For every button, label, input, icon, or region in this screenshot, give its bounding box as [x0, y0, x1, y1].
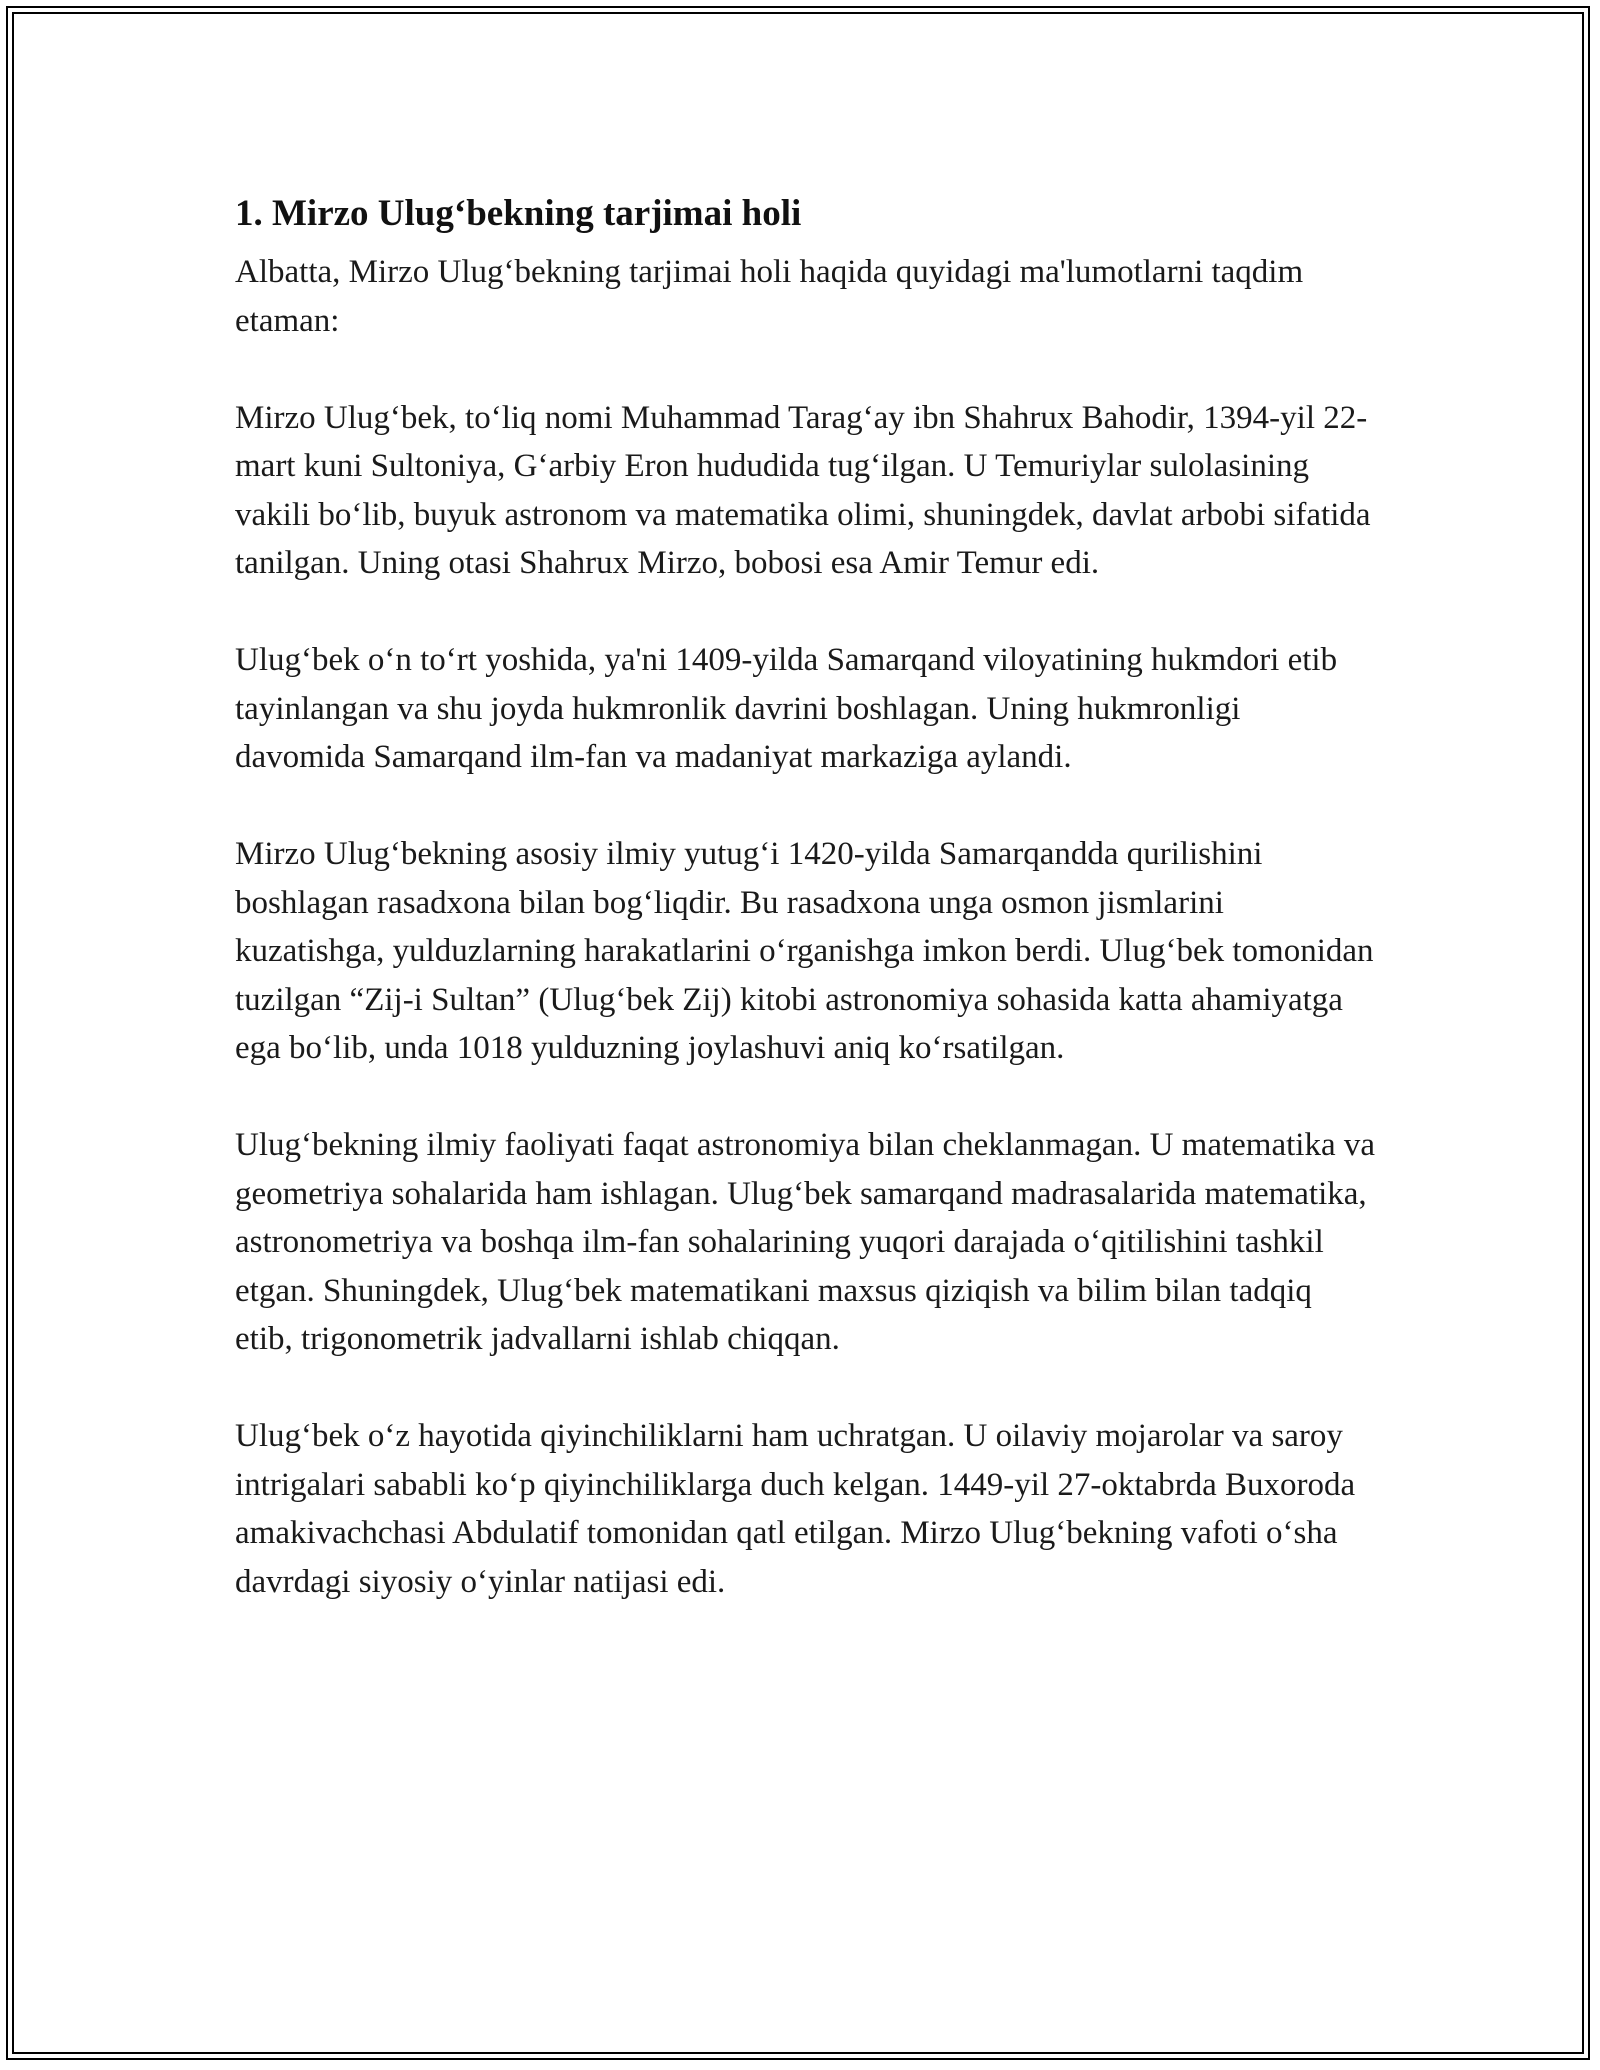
document-body: [235, 186, 1375, 1655]
paragraph-intro: Albatta, Mirzo Ulug‘bekning tarjimai holi haqida quyidagi ma'lumotlarni taqdim etaman:: [235, 254, 1304, 339]
document-title: 1. Mirzo Ulug‘bekning tarjimai holi: [235, 193, 802, 234]
paragraph-science: Ulug‘bekning ilmiy faoliyati faqat astronomiya bilan cheklanmagan. U matematika va geometriya sohalarida ham ishlagan. Ulug‘bek samarqand madrasalarida matematika, astronometriya va boshqa ilm-fan sohalarining yuqori darajada o‘qitilishini tashkil etgan. Shuningdek, Ulug‘bek matematikani maxsus qiziqish va bilim bilan tadqiq etib, trigonometrik jadvallarni ishlab chiqqan.: [235, 1127, 1375, 1357]
paragraph-rule: Ulug‘bek o‘n to‘rt yoshida, ya'ni 1409-yilda Samarqand viloyatining hukmdori etib tayinlangan va shu joyda hukmronlik davrini boshlagan. Uning hukmronligi davomida Samarqand ilm-fan va madaniyat markaziga aylandi.: [235, 642, 1338, 775]
paragraph-birth: Mirzo Ulug‘bek, to‘liq nomi Muhammad Tarag‘ay ibn Shahrux Bahodir, 1394-yil 22-mart kuni Sultoniya, G‘arbiy Eron hududida tug‘ilgan. U Temuriylar sulolasining vakili bo‘lib, buyuk astronom va matematika olimi, shuningdek, davlat arbobi sifatida tanilgan. Uning otasi Shahrux Mirzo, bobosi esa Amir Temur edi.: [235, 399, 1371, 581]
paragraph-death: Ulug‘bek o‘z hayotida qiyinchiliklarni ham uchratgan. U oilaviy mojarolar va saroy intrigalari sababli ko‘p qiyinchiliklarga duch kelgan. 1449-yil 27-oktabrda Buxoroda amakivachchasi Abdulatif tomonidan qatl etilgan. Mirzo Ulug‘bekning vafoti o‘sha davrdagi siyosiy o‘yinlar natijasi edi.: [235, 1418, 1356, 1600]
paragraph-observatory: Mirzo Ulug‘bekning asosiy ilmiy yutug‘i 1420-yilda Samarqandda qurilishini boshlagan rasadxona bilan bog‘liqdir. Bu rasadxona unga osmon jismlarini kuzatishga, yulduzlarning harakatlarini o‘rganishga imkon berdi. Ulug‘bek tomonidan tuzilgan “Zij-i Sultan” (Ulug‘bek Zij) kitobi astronomiya sohasida katta ahamiyatga ega bo‘lib, unda 1018 yulduzning joylashuvi aniq ko‘rsatilgan.: [235, 836, 1374, 1066]
